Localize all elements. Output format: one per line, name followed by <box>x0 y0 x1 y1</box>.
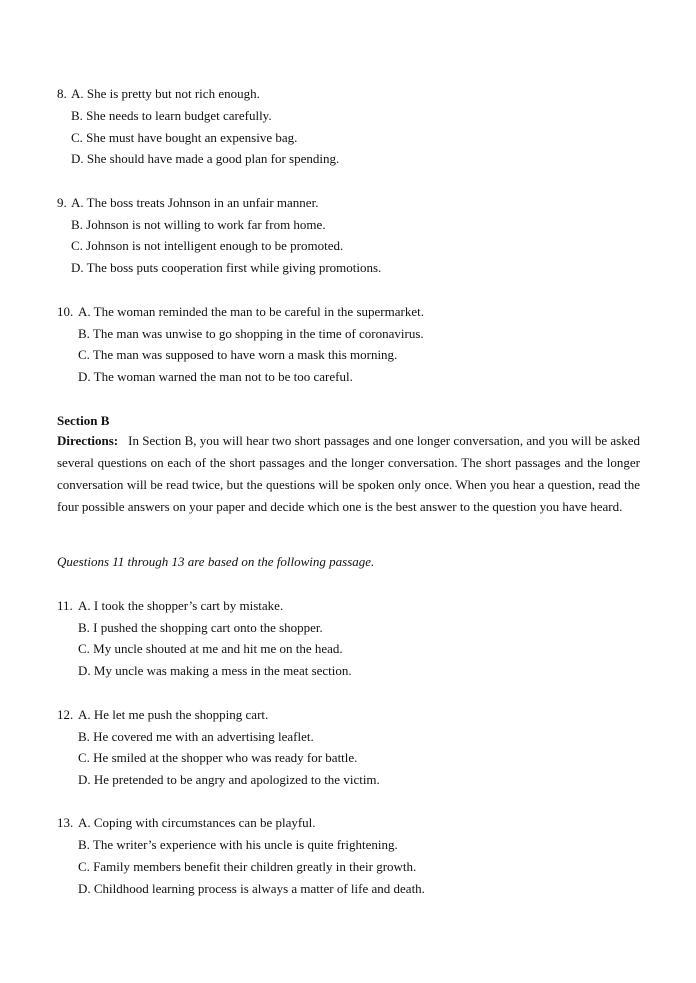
section-title: Section B <box>57 413 110 428</box>
option-c: C. Family members benefit their children greatly in their growth. <box>78 859 417 874</box>
option-a: A. I took the shopper’s cart by mistake. <box>78 598 284 613</box>
question-number: 8. <box>57 86 67 101</box>
option-b: B. He covered me with an advertising leaflet. <box>78 729 314 744</box>
option-c: C. My uncle shouted at me and hit me on the head. <box>78 641 343 656</box>
option-b: B. I pushed the shopping cart onto the shopper. <box>78 620 323 635</box>
option-d: D. She should have made a good plan for spending. <box>71 151 340 166</box>
option-c: C. Johnson is not intelligent enough to be promoted. <box>71 238 344 253</box>
option-d: D. The woman warned the man not to be too careful. <box>78 369 353 384</box>
question-number: 13. <box>57 815 74 830</box>
question-number: 11. <box>57 598 73 613</box>
option-b: B. The man was unwise to go shopping in the time of coronavirus. <box>78 326 424 341</box>
option-b: B. The writer’s experience with his uncle is quite frightening. <box>78 837 398 852</box>
option-d: D. Childhood learning process is always a matter of life and death. <box>78 881 425 896</box>
question-number: 12. <box>57 707 74 722</box>
option-b: B. She needs to learn budget carefully. <box>71 108 272 123</box>
option-a: A. The woman reminded the man to be careful in the supermarket. <box>78 304 424 319</box>
option-a: A. Coping with circumstances can be playful. <box>78 815 316 830</box>
directions-label: Directions: <box>57 433 119 448</box>
directions-text: In Section B, you will hear two short passages and one longer conversation, and you will be asked several questions on each of the short passages and the longer conversation. The short passages and the longer conversation will be read twice, but the questions will be spoken only once. When you hear a question, read the four possible answers on your paper and decide which one is the best answer to the question you have heard. <box>57 433 640 514</box>
directions-paragraph <box>57 430 640 518</box>
option-a: A. The boss treats Johnson in an unfair manner. <box>71 195 319 210</box>
question-number: 9. <box>57 195 67 210</box>
passage-instruction: Questions 11 through 13 are based on the following passage. <box>57 554 375 569</box>
option-b: B. Johnson is not willing to work far from home. <box>71 217 326 232</box>
option-c: C. She must have bought an expensive bag. <box>71 130 298 145</box>
option-a: A. She is pretty but not rich enough. <box>71 86 260 101</box>
option-a: A. He let me push the shopping cart. <box>78 707 269 722</box>
option-c: C. The man was supposed to have worn a mask this morning. <box>78 347 398 362</box>
question-number: 10. <box>57 304 74 319</box>
option-c: C. He smiled at the shopper who was ready for battle. <box>78 750 358 765</box>
option-d: D. He pretended to be angry and apologized to the victim. <box>78 772 380 787</box>
option-d: D. The boss puts cooperation first while giving promotions. <box>71 260 382 275</box>
option-d: D. My uncle was making a mess in the meat section. <box>78 663 352 678</box>
